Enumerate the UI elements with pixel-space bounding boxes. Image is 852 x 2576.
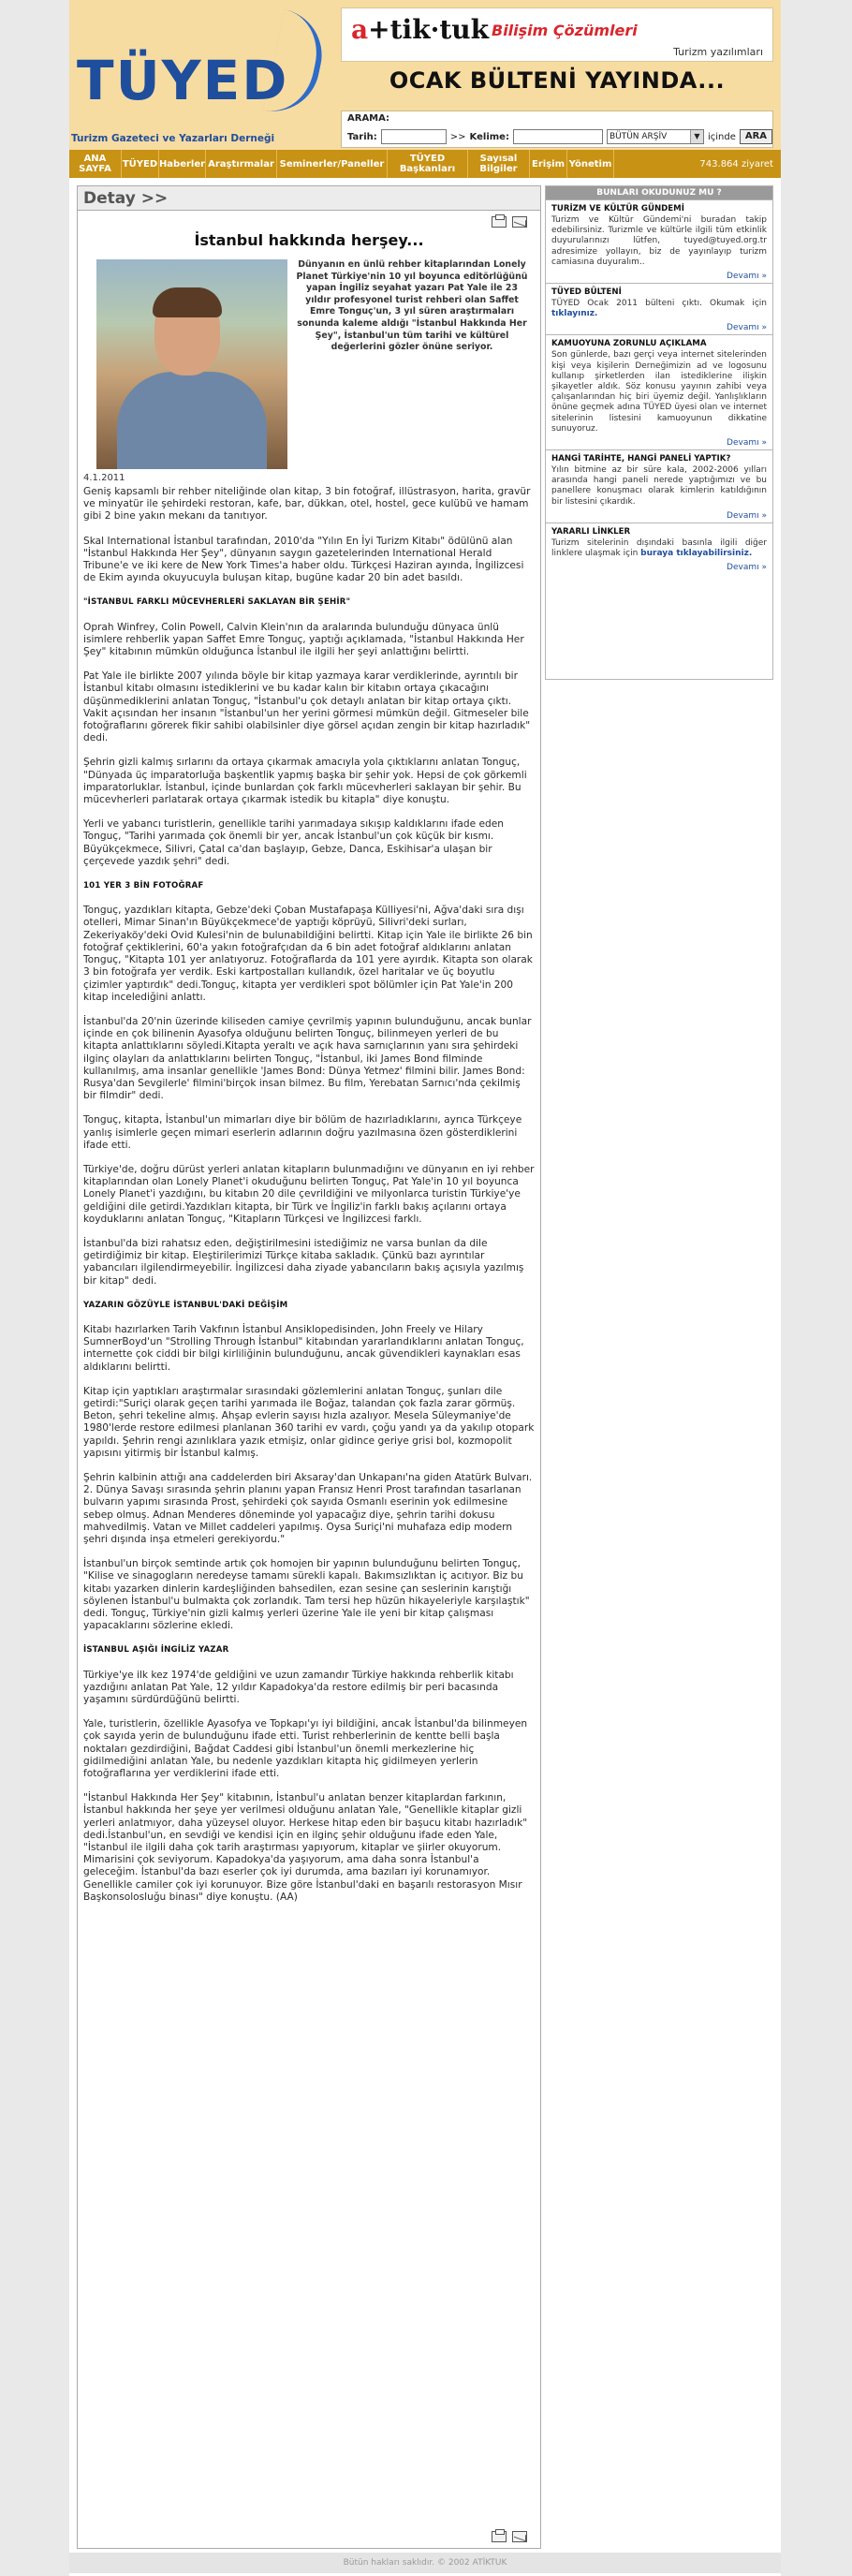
search-row (347, 128, 772, 145)
footer: Bütün hakları saklıdır. © 2002 ATİKTUK (69, 2553, 781, 2573)
nav-ana-sayfa[interactable]: ANA SAYFA (69, 150, 122, 178)
article-tools-top (492, 216, 527, 229)
sidebar-box-title[interactable]: KAMUOYUNA ZORUNLU AÇIKLAMA (551, 339, 707, 349)
chevron-down-icon: ▼ (690, 130, 703, 143)
bulletin-announcement[interactable]: OCAK BÜLTENİ YAYINDA... (389, 67, 726, 94)
main-nav (69, 150, 781, 178)
article-paragraph: Oprah Winfrey, Colin Powell, Calvin Klein'nın da aralarında bulunduğu dünyaca ünlü isimlere rehberlik yapan Saffet Emre Tonguç, yaptığı açıklamada, "İstanbul Hakkında Her Şey" kitabının mümkün olduğunca İstanbul ile ilgili her şeyi anlattığını belirtti. (83, 621, 524, 658)
article-paragraph: Geniş kapsamlı bir rehber niteliğinde olan kitap, 3 bin fotoğraf, illüstrasyon, harita, gravür ve minyatür ile şehirdeki restoran, kafe, bar, dükkan, otel, hostel, gece kulübü ve hamam gibi 2 bine yakın mekanı da tanıtıyor. (83, 486, 531, 523)
article-paragraph: Şehrin gizli kalmış sırlarını da ortaya çıkarmak amacıyla yola çıktıklarını anlatan Tonguç, "Dünyada üç imparatorluğa başkentlik yapmış başka bir şehir yok. Hepsi de çok görkemli imparatorluklar. İstanbul, içinde bunlardan çok farklı mücevherleri saklayan bir şehir. Bu mücevherleri parlatarak ortaya çıkarmak istedik bu kitapla" diye konuştu. (83, 757, 527, 806)
article-paragraph: "İstanbul Hakkında Her Şey" kitabının, İstanbul'u anlatan benzer kitaplardan farkının, İstanbul hakkında her şeye yer verilmesi olduğunu anlatan Yale, "Genellikle kitaplar gizli yerleri anlatmıyor, daha yüzeysel oluyor. Herkese hitap eden bir başucu kitabı hazırladık" dedi.İstanbul'un, en sevdiği ve kendisi için en ilginç şehir olduğunu ifade eden Yale, "İstanbul ile ilgili daha çok tarih araştırması yapıyorum, kitaplar ve şiirler okuyorum. Mimarisini çok seviyorum. Kapadokya'da yaşıyorum, ama daha sonra İstanbul'a geleceğim. İstanbul'da bazı eserler çok iyi durumda, ama bazıları iyi korunamıyor. Genellikle camiler çok iyi korunuyor. Bize göre İstanbul'daki en başarılı restorasyon Mısır Başkonsolosluğu binası" diye konuştu. (AA) (83, 1792, 528, 1903)
article-paragraph: Kitabı hazırlarken Tarih Vakfının İstanbul Ansiklopedisinden, John Freely ve Hilary SumnerBoyd'un "Strolling Through İstanbul" kitabından yararlandıklarını anlatan Tonguç, internette çok ciddi bir bilgi kirliliğinin bulunduğunu, ancak güvendikleri kaynakları esas aldıklarını belirtti. (83, 1323, 524, 1373)
read-more-link[interactable]: Devamı » (727, 510, 767, 521)
section-title: Detay >> (83, 189, 169, 208)
sidebar-box (546, 334, 772, 449)
nav-haberler[interactable]: Haberler (159, 150, 206, 178)
nav-arastirmalar[interactable]: Araştırmalar (206, 150, 277, 178)
sidebar-box-text (551, 465, 767, 508)
sidebar-box-text (551, 215, 767, 268)
article-date: 4.1.2011 (83, 473, 125, 483)
sidebar-box-text-body: TÜYED Ocak 2011 bülteni çıktı. Okumak için (551, 299, 767, 309)
article-subheading: YAZARIN GÖZÜYLE İSTANBUL'DAKİ DEĞİŞİM (83, 1300, 288, 1310)
within-label: içinde (707, 131, 736, 142)
sidebar-boxes (546, 199, 772, 574)
sidebar-box (546, 199, 772, 283)
mail-icon[interactable] (512, 2531, 527, 2542)
sidebar-box-text-body: Yılın bitmine az bir süre kala, 2002-2006 yılları arasında hangi paneli nerede yaptığımızı ve bu panellere konuşmacı olarak kimlerin katıldığının bir listesini çıkardık. (551, 465, 767, 507)
search-title: ARAMA: (347, 113, 390, 124)
logo-text: TÜYED (77, 49, 289, 112)
article-paragraph: İstanbul'da bizi rahatsız eden, değiştirilmesini istediğimiz ne varsa bunlan da dile getirdiğimiz bir kitap. Eleştirilerimizi Türkçe kitaba sakladık. Çünkü bazı ayrıntılar yabancıları ilgilendirmeyebilir. İngilizcesi daha ziyade yabancıların bakış açısıyla yazılmış bir kitap" dedi. (83, 1237, 524, 1287)
sidebar-box (546, 283, 772, 334)
article-panel (77, 185, 541, 2549)
article-subheading: İSTANBUL AŞIĞI İNGİLİZ YAZAR (83, 1645, 229, 1656)
photo-shirt (117, 372, 267, 469)
article-subheading: 101 YER 3 BİN FOTOĞRAF (83, 881, 204, 891)
article-paragraph: Yale, turistlerin, özellikle Ayasofya ve Topkapı'yı iyi bildiğini, ancak İstanbul'da bilinmeyen çok sayıda yerin de bulunduğunu ifade etti. Turist rehberlerinin de kentte belli başla noktaları gezdirdiğini, Bağdat Caddesi gibi İstanbul'un önemli merkezlerine hiç gidilmediğini anlatan Yale, bu nedenle yazdıkları kitapta hiç gidilmeyen yerlerin fotoğraflarına yer verdiklerini ifade etti. (83, 1718, 528, 1780)
sidebar-box (546, 523, 772, 574)
article-paragraph: Skal International İstanbul tarafından, 2010'da "Yılın En İyi Turizm Kitabı" ödülünü alan "İstanbul Hakkında Her Şey", dünyanın saygın gazetelerinden International Herald Tribune'e ve iki kere de New York Times'a haber oldu. Türkçesi Haziran ayında, İngilizcesi de Ekim ayında okuyucuyla buluşan kitap, bugüne kadar 20 bin adet basıldı. (83, 535, 524, 584)
advert-banner[interactable] (341, 7, 773, 62)
sidebar-box-text-body: Son günlerde, bazı gerçi veya internet sitelerinden kişi veya kişilerin Derneğimizin ad ve logosunu kullanıp şirketlerden ilan istediklerine ilişkin şikayetler aldık. Söz konusu yayının zahibi veya çalışanlarından hiç biri üyemiz değil. Yanlışlıkların önüne geçmek adına TÜYED üyesi olan ve internet sitelerinin listesini kamuoyunun dikkatine sunuyoruz. (551, 350, 767, 434)
print-icon[interactable] (492, 2531, 507, 2542)
article-paragraph: İstanbul'da 20'nin üzerinde kiliseden camiye çevrilmiş yapının bulunduğunu, ancak bunlar içinde en çok bilinenin Ayasofya olduğunu belirten Tonguç, bilinmeyen yerleri de bu kitapta anlattıklarını söyledi.Kitapta yeraltı ve açık hava sarnıçlarının yanı sıra şehirdeki ilginç olayları da anlattıklarını belirten Tonguç, "İstanbul, iki James Bond filminde kullanılmış, ama insanlar genellikle 'James Bond: Dünya Yetmez' filmini bilir. James Bond: Rusya'dan Sevgilerle' filmini'birçok insan bilmez. Bu film, Yerebatan Sarnıcı'nda çekilmiş bir filmdir" dedi. (83, 1015, 532, 1102)
nav-sayisal-bilgiler[interactable]: Sayısal Bilgiler (468, 150, 530, 178)
sidebar-box-link[interactable]: buraya tıklayabilirsiniz. (640, 549, 753, 559)
article-paragraph: Kitap için yaptıkları araştırmalar sırasındaki gözlemlerini anlatan Tonguç, şunları dile getirdi:"Suriçi olarak geçen tarihi yarımada ile Boğaz, talandan çok fazla zarar görmüş. Beton, şehri tekeline almış. Ahşap evlerin sayısı hızla azalıyor. Mesela Süleymaniye'de 1980'lerde restore edilmesi planlanan 360 tarihi ev vardı, çoğu yandı ya da yakılıp otopark yapıldı. Şehrin rengi azınlıklara yazık etmişiz, onlar gidince geriye grisi bol, kozmopolit yapısını yitirmiş bir İstanbul kalmış. (83, 1385, 535, 1459)
article-paragraph: İstanbul'un birçok semtinde artık çok homojen bir yapının bulunduğunu belirten Tonguç, "Kilise ve sinagogların neredeyse tamamı sürekli kapalı. Bakımsızlıktan iç acıtıyor. Biz bu kitabı yazarken dinlerin kardeşliğinden bahsedilen, ezan sesine çan seslerinin karıştığı söylenen İstanbul'u bulmakta çok zorlandık. Tam tersi hep hüzün hikayeleriyle karşılaştık" dedi. Tonguç, Türkiye'nin gizli kalmış yerleri üzerine Yale ile yeni bir kitap çalışması yapacaklarını sözlerine ekledi. (83, 1558, 530, 1632)
archive-select[interactable] (607, 129, 704, 144)
archive-select-value: BÜTÜN ARŞİV (609, 132, 668, 141)
visit-counter: 743.864 ziyaret (699, 158, 773, 169)
article-intro: Dünyanın en ünlü rehber kitaplarından Lonely Planet Türkiye'nin 10 yıl boyunca editörlüğünü yapan İngiliz seyahat yazarı Pat Yale ile 23 yıldır profesyonel turist rehberi olan Saffet Emre Tonguç'un, 3 yıl süren araştırmaları sonunda kaleme aldığı "İstanbul Hakkında Her Şey", İstanbul'un tüm tarihi ve kültürel değerlerini gözler önüne seriyor. (296, 259, 528, 353)
nav-yonetim[interactable]: Yönetim (567, 150, 614, 178)
nav-seminerler[interactable]: Seminerler/Paneller (277, 150, 388, 178)
read-more-link[interactable]: Devamı » (727, 438, 767, 449)
article-title: İstanbul hakkında herşey... (194, 231, 424, 249)
photo-hair (153, 287, 222, 317)
article-paragraph: Tonguç, kitapta, İstanbul'un mimarları diye bir bölüm de hazırladıklarını, ayrıca Türkçeye yanlış isimlerle geçen mimari eserlerin adlarının doğru yazılmasına özen gösterdiklerini ifade etti. (83, 1114, 522, 1151)
read-more-link[interactable]: Devamı » (727, 272, 767, 282)
keyword-label: Kelime: (469, 131, 509, 142)
sidebar-box-title[interactable]: TÜYED BÜLTENİ (551, 287, 622, 298)
sidebar-box-link[interactable]: tıklayınız. (551, 309, 598, 319)
date-from-input[interactable] (381, 129, 447, 144)
article-header (78, 186, 540, 211)
read-more-link[interactable]: Devamı » (727, 563, 767, 573)
sidebar-box-text (551, 538, 767, 559)
article-tools-bottom (492, 2531, 527, 2544)
date-separator: >> (449, 131, 466, 142)
sidebar (545, 185, 773, 680)
sidebar-box-title[interactable]: TURİZM VE KÜLTÜR GÜNDEMİ (551, 204, 684, 213)
sidebar-box-text (551, 350, 767, 434)
sidebar-box-title[interactable]: HANGİ TARİHTE, HANGİ PANELİ YAPTIK? (551, 454, 731, 464)
nav-tuyed[interactable]: TÜYED (122, 150, 159, 178)
advert-subtitle: Bilişim Çözümleri (492, 22, 638, 39)
nav-baskanlar[interactable]: TÜYED Başkanları (388, 150, 468, 178)
logo-area[interactable] (69, 0, 331, 150)
sidebar-box-text-body: Turizm ve Kültür Gündemi'ni buradan takip edebilirsiniz. Turizmle ve kültürle ilgili tüm etkinlik duyurularınızı lütfen, tuyed@tuyed.org.tr adresimize yollayın, biz de yayınlayıp turizm camiasına duyuralım.. (551, 215, 767, 267)
nav-erisim[interactable]: Erişim (530, 150, 567, 178)
advert-brand: a+tik·tuk (351, 14, 490, 45)
sidebar-header: BUNLARI OKUDUNUZ MU ? (546, 186, 772, 199)
sidebar-box-text (551, 299, 767, 319)
sidebar-box (546, 449, 772, 523)
author-photo (96, 259, 287, 469)
article-paragraph: Türkiye'ye ilk kez 1974'de geldiğini ve uzun zamandır Türkiye hakkında rehberlik kitabı yazdığını anlatan Pat Yale, 12 yıldır Kapadokya'da restore edilmiş bir peri bacasında yaşamını sürdürdüğünü belirtti. (83, 1669, 514, 1706)
article-paragraph: Yerli ve yabancı turistlerin, genellikle tarihi yarımadaya sıkışıp kaldıklarını ifade eden Tonguç, "Tarihi yarımada çok önemli bir yer, ancak İstanbul'un çok küçük bir kısmı. Büyükçekmece, Silivri, Çatal ca'dan başlayıp, Gebze, Danca, Eskihisar'a ulaşan bir çerçevede yazdık şehri" dedi. (83, 818, 504, 867)
read-more-link[interactable]: Devamı » (727, 323, 767, 333)
article-paragraph: Pat Yale ile birlikte 2007 yılında böyle bir kitap yazmaya karar verdiklerinde, ayrıntılı bir İstanbul kitabı olmasını istediklerini ve bu kadar kalın bir kitabın ortaya çıkacağını düşünmediklerini anlatan Tonguç, "İstanbul'u çok detaylı anlatan bir kitap ortaya çıktı. Vakit açısından her insanın "İstanbul'un her yerini görmesi mümkün değil. Gitmeseler bile fotoğraflarını görerek fikir sahibi olabilsinler diye görsel açıdan zengin bir kitap hazırladık" dedi. (83, 670, 531, 744)
advert-corner-text: Turizm yazılımları (673, 46, 763, 58)
search-panel (341, 110, 773, 148)
article-paragraph: Şehrin kalbinin attığı ana caddelerden biri Aksaray'dan Unkapanı'na giden Atatürk Bulvarı. 2. Dünya Savaşı sırasında şehrin planını yapan Fransız Henri Prost tarafından tasarlanan bulvarın yapımı sırasında Prost, şehirdeki çok sayıda Osmanlı eserinin yok edilmesine sebep olmuş. Adnan Menderes döneminde yol yapacağız diye, şehrin tarihi dokusu mahvedilmiş. Vatan ve Millet caddeleri yapılmış. Oysa Suriçi'ni muhafaza edip modern şehri dışında inşa etmeleri gerekiyordu." (83, 1472, 533, 1546)
print-icon[interactable] (492, 216, 507, 228)
mail-icon[interactable] (512, 216, 527, 228)
article-paragraph: Tonguç, yazdıkları kitapta, Gebze'deki Çoban Mustafapaşa Külliyesi'ni, Ağva'daki sıra dışı otelleri, Mimar Sinan'ın Büyükçekmece'de yaptığı köprüyü, Silivri'deki surları, Zekeriyaköy'deki Ovid Kulesi'nin de bulunabildiğini belirtti. Kitap için Yale ile birlikte 26 bin fotoğraf çektiklerini, 60'a yakın fotoğrafçıdan da 6 bin adet fotoğraf aldıklarını anlatan Tonguç, "Kitapta 101 yer anlatıyoruz. Fotoğraflarda da 101 yere ayırdık. Kitapta son olarak 3 bin fotoğrafa yer verdik. Eski kartpostalları kullandık, özel haritalar ve üç boyutlu çizimler yaptırdık" dedi.Tonguç, kitapta yer verdikleri spot bölümler için Pat Yale'in 200 kitap incelediğini anlattı. (83, 905, 533, 1003)
sidebar-box-title[interactable]: YARARLI LİNKLER (551, 526, 631, 537)
article-body (83, 486, 535, 1916)
article-paragraph: Türkiye'de, doğru dürüst yerleri anlatan kitapların bulunmadığını ve dünyanın en iyi rehber kitaplarından olan Lonely Planet'i okuduğunu belirten Tonguç, Pat Yale'in 10 yıl boyunca Lonely Planet'i yazdığını, bu kitabın 20 dile çevrildiğini ve milyonlarca turistin Türkiye'ye geldiğini dile getirdi.Yazdıkları kitapta, bir Türk ve İngiliz'in farklı bakış açılarını ortaya koyduklarını anlatan Tonguç, "Kitapların Türkçesi ve İngilizcesi farklı. (83, 1163, 535, 1225)
sidebar-box-text-body: Turizm sitelerinin dışındaki basınla ilgili diğer linklere ulaşmak için (551, 537, 767, 559)
keyword-input[interactable] (513, 129, 603, 144)
search-button[interactable]: ARA (740, 129, 772, 144)
tagline: Turizm Gazeteci ve Yazarları Derneği (71, 133, 275, 144)
date-label: Tarih: (347, 131, 377, 142)
page (69, 0, 781, 2576)
header (69, 0, 781, 150)
article-subheading: "İSTANBUL FARKLI MÜCEVHERLERİ SAKLAYAN BİR ŞEHİR" (83, 597, 351, 608)
tuyed-logo[interactable] (77, 41, 320, 116)
